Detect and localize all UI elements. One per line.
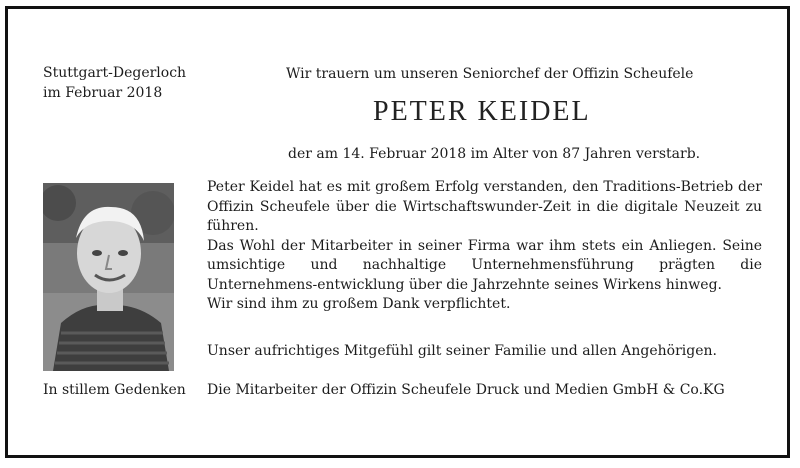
- signature-line: Die Mitarbeiter der Offizin Scheufele Druck und Medien GmbH & Co.KG: [207, 382, 725, 398]
- photo-caption: In stillem Gedenken: [43, 382, 186, 398]
- date-label: im Februar 2018: [43, 85, 163, 101]
- tribute-text: [207, 178, 762, 315]
- paragraph-2: Das Wohl der Mitarbeiter in seiner Firma war ihm stets ein Anliegen. Seine umsichtige und nachhaltige Unternehmensführung prägten die Unternehmens-entwicklung über die Jahrzehnte seines Wirkens hinweg.: [207, 237, 762, 293]
- intro-line: Wir trauern um unseren Seniorchef der Offizin Scheufele: [286, 66, 694, 82]
- deceased-name: PETER KEIDEL: [373, 96, 591, 127]
- portrait-photo: [43, 183, 174, 371]
- death-line: der am 14. Februar 2018 im Alter von 87 Jahren verstarb.: [288, 146, 701, 162]
- portrait-image: [43, 183, 174, 371]
- place-label: Stuttgart-Degerloch: [43, 65, 187, 81]
- paragraph-1: Peter Keidel hat es mit großem Erfolg verstanden, den Traditions-Betrieb der Offizin Scheufele über die Wirtschaftswunder-Zeit in die digitale Neuzeit zu führen.: [207, 179, 762, 234]
- paragraph-3: Wir sind ihm zu großem Dank verpflichtet.: [207, 296, 511, 312]
- condolence-line: Unser aufrichtiges Mitgefühl gilt seiner Familie und allen Angehörigen.: [207, 343, 717, 359]
